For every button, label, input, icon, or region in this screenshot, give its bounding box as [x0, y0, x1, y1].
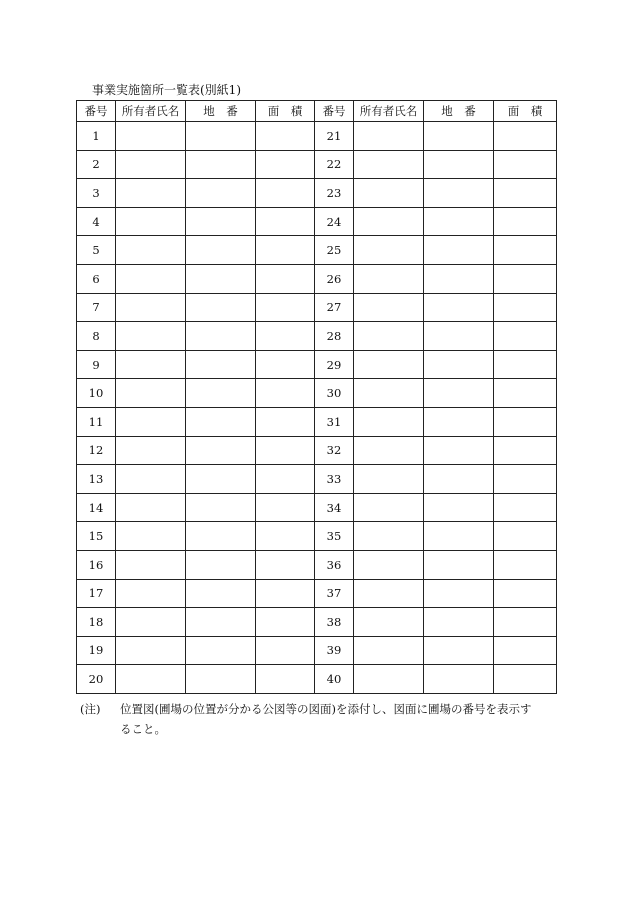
- table-row: [77, 293, 557, 322]
- row-number-cell: 24: [315, 207, 354, 236]
- area-cell: [494, 379, 557, 408]
- area-cell: [494, 350, 557, 379]
- lot-number-cell: [186, 665, 256, 694]
- row-number-cell: 27: [315, 293, 354, 322]
- header-lot-number-right: 地 番: [424, 101, 494, 122]
- header-lot-number-left: 地 番: [186, 101, 256, 122]
- row-number-cell: 17: [77, 579, 116, 608]
- owner-name-cell: [354, 465, 424, 494]
- row-number-cell: 40: [315, 665, 354, 694]
- table-row: [77, 665, 557, 694]
- footnote: [80, 699, 560, 739]
- row-number-cell: 15: [77, 522, 116, 551]
- lot-number-cell: [186, 122, 256, 151]
- area-cell: [256, 293, 315, 322]
- lot-number-cell: [186, 150, 256, 179]
- lot-number-cell: [424, 636, 494, 665]
- table-body: [77, 122, 557, 694]
- area-cell: [494, 493, 557, 522]
- area-cell: [256, 665, 315, 694]
- owner-name-cell: [116, 522, 186, 551]
- table-row: [77, 350, 557, 379]
- row-number-cell: 39: [315, 636, 354, 665]
- lot-number-cell: [186, 522, 256, 551]
- owner-name-cell: [354, 436, 424, 465]
- owner-name-cell: [116, 179, 186, 208]
- header-area-left: 面 積: [256, 101, 315, 122]
- row-number-cell: 5: [77, 236, 116, 265]
- area-cell: [494, 207, 557, 236]
- row-number-cell: 33: [315, 465, 354, 494]
- lot-number-cell: [424, 579, 494, 608]
- row-number-cell: 11: [77, 407, 116, 436]
- owner-name-cell: [354, 665, 424, 694]
- area-cell: [494, 236, 557, 265]
- area-cell: [256, 379, 315, 408]
- lot-number-cell: [424, 150, 494, 179]
- area-cell: [494, 636, 557, 665]
- header-owner-name-right: 所有者氏名: [354, 101, 424, 122]
- area-cell: [494, 436, 557, 465]
- row-number-cell: 13: [77, 465, 116, 494]
- row-number-cell: 18: [77, 608, 116, 637]
- table-header-row: [77, 101, 557, 122]
- row-number-cell: 1: [77, 122, 116, 151]
- lot-number-cell: [186, 636, 256, 665]
- area-cell: [256, 350, 315, 379]
- table-row: [77, 236, 557, 265]
- lot-number-cell: [424, 550, 494, 579]
- area-cell: [256, 579, 315, 608]
- owner-name-cell: [354, 122, 424, 151]
- area-cell: [256, 122, 315, 151]
- owner-name-cell: [354, 493, 424, 522]
- owner-name-cell: [116, 493, 186, 522]
- owner-name-cell: [116, 636, 186, 665]
- lot-number-cell: [424, 350, 494, 379]
- lot-number-cell: [424, 207, 494, 236]
- table-row: [77, 122, 557, 151]
- row-number-cell: 35: [315, 522, 354, 551]
- owner-name-cell: [116, 608, 186, 637]
- lot-number-cell: [186, 236, 256, 265]
- owner-name-cell: [116, 350, 186, 379]
- row-number-cell: 7: [77, 293, 116, 322]
- area-cell: [256, 522, 315, 551]
- area-cell: [256, 407, 315, 436]
- row-number-cell: 19: [77, 636, 116, 665]
- row-number-cell: 38: [315, 608, 354, 637]
- table-row: [77, 550, 557, 579]
- area-cell: [256, 636, 315, 665]
- table-row: [77, 579, 557, 608]
- lot-number-cell: [424, 293, 494, 322]
- lot-number-cell: [186, 179, 256, 208]
- owner-name-cell: [116, 665, 186, 694]
- row-number-cell: 32: [315, 436, 354, 465]
- owner-name-cell: [354, 636, 424, 665]
- owner-name-cell: [116, 579, 186, 608]
- owner-name-cell: [354, 522, 424, 551]
- row-number-cell: 37: [315, 579, 354, 608]
- footnote-line-1: 位置図(圃場の位置が分かる公図等の図面)を添付し、図面に圃場の番号を表示す: [120, 702, 532, 716]
- table-row: [77, 264, 557, 293]
- row-number-cell: 14: [77, 493, 116, 522]
- owner-name-cell: [354, 264, 424, 293]
- owner-name-cell: [354, 150, 424, 179]
- area-cell: [494, 579, 557, 608]
- owner-name-cell: [354, 179, 424, 208]
- area-cell: [256, 150, 315, 179]
- lot-number-cell: [424, 608, 494, 637]
- area-cell: [494, 407, 557, 436]
- row-number-cell: 22: [315, 150, 354, 179]
- lot-number-cell: [186, 207, 256, 236]
- row-number-cell: 10: [77, 379, 116, 408]
- area-cell: [256, 493, 315, 522]
- table-row: [77, 636, 557, 665]
- row-number-cell: 9: [77, 350, 116, 379]
- owner-name-cell: [354, 407, 424, 436]
- implementation-sites-table: [76, 100, 557, 694]
- owner-name-cell: [116, 322, 186, 351]
- row-number-cell: 23: [315, 179, 354, 208]
- owner-name-cell: [116, 379, 186, 408]
- row-number-cell: 29: [315, 350, 354, 379]
- header-number-right: 番号: [315, 101, 354, 122]
- owner-name-cell: [116, 122, 186, 151]
- owner-name-cell: [354, 207, 424, 236]
- lot-number-cell: [186, 550, 256, 579]
- owner-name-cell: [354, 379, 424, 408]
- table-row: [77, 322, 557, 351]
- area-cell: [256, 550, 315, 579]
- owner-name-cell: [116, 293, 186, 322]
- page-title: 事業実施箇所一覧表(別紙1): [92, 83, 241, 97]
- table-row: [77, 522, 557, 551]
- lot-number-cell: [424, 665, 494, 694]
- row-number-cell: 26: [315, 264, 354, 293]
- lot-number-cell: [186, 608, 256, 637]
- lot-number-cell: [186, 579, 256, 608]
- owner-name-cell: [116, 207, 186, 236]
- table-row: [77, 465, 557, 494]
- area-cell: [494, 608, 557, 637]
- owner-name-cell: [354, 608, 424, 637]
- owner-name-cell: [116, 264, 186, 293]
- row-number-cell: 21: [315, 122, 354, 151]
- owner-name-cell: [354, 322, 424, 351]
- area-cell: [494, 665, 557, 694]
- area-cell: [256, 465, 315, 494]
- footnote-mark: (注): [80, 702, 101, 716]
- area-cell: [256, 236, 315, 265]
- owner-name-cell: [354, 550, 424, 579]
- table-row: [77, 379, 557, 408]
- row-number-cell: 28: [315, 322, 354, 351]
- owner-name-cell: [354, 579, 424, 608]
- owner-name-cell: [354, 293, 424, 322]
- lot-number-cell: [186, 407, 256, 436]
- row-number-cell: 4: [77, 207, 116, 236]
- lot-number-cell: [424, 264, 494, 293]
- table-row: [77, 608, 557, 637]
- area-cell: [494, 264, 557, 293]
- area-cell: [494, 150, 557, 179]
- lot-number-cell: [424, 407, 494, 436]
- table-row: [77, 436, 557, 465]
- row-number-cell: 20: [77, 665, 116, 694]
- lot-number-cell: [424, 522, 494, 551]
- table-row: [77, 179, 557, 208]
- lot-number-cell: [186, 350, 256, 379]
- owner-name-cell: [116, 236, 186, 265]
- lot-number-cell: [424, 465, 494, 494]
- row-number-cell: 12: [77, 436, 116, 465]
- header-number-left: 番号: [77, 101, 116, 122]
- lot-number-cell: [186, 322, 256, 351]
- owner-name-cell: [354, 236, 424, 265]
- area-cell: [256, 436, 315, 465]
- owner-name-cell: [116, 550, 186, 579]
- area-cell: [256, 179, 315, 208]
- header-area-right: 面 積: [494, 101, 557, 122]
- row-number-cell: 8: [77, 322, 116, 351]
- area-cell: [494, 522, 557, 551]
- row-number-cell: 2: [77, 150, 116, 179]
- area-cell: [256, 264, 315, 293]
- area-cell: [256, 608, 315, 637]
- table-row: [77, 493, 557, 522]
- row-number-cell: 3: [77, 179, 116, 208]
- row-number-cell: 16: [77, 550, 116, 579]
- area-cell: [494, 179, 557, 208]
- lot-number-cell: [186, 264, 256, 293]
- row-number-cell: 31: [315, 407, 354, 436]
- row-number-cell: 30: [315, 379, 354, 408]
- lot-number-cell: [424, 122, 494, 151]
- area-cell: [494, 465, 557, 494]
- row-number-cell: 25: [315, 236, 354, 265]
- footnote-line-2: ること。: [120, 722, 166, 736]
- table-row: [77, 150, 557, 179]
- lot-number-cell: [186, 436, 256, 465]
- row-number-cell: 6: [77, 264, 116, 293]
- owner-name-cell: [116, 150, 186, 179]
- lot-number-cell: [424, 436, 494, 465]
- lot-number-cell: [186, 465, 256, 494]
- area-cell: [494, 322, 557, 351]
- row-number-cell: 36: [315, 550, 354, 579]
- area-cell: [256, 207, 315, 236]
- lot-number-cell: [424, 236, 494, 265]
- owner-name-cell: [354, 350, 424, 379]
- lot-number-cell: [424, 493, 494, 522]
- area-cell: [494, 293, 557, 322]
- area-cell: [494, 550, 557, 579]
- owner-name-cell: [116, 465, 186, 494]
- row-number-cell: 34: [315, 493, 354, 522]
- lot-number-cell: [424, 322, 494, 351]
- area-cell: [256, 322, 315, 351]
- lot-number-cell: [186, 293, 256, 322]
- area-cell: [494, 122, 557, 151]
- lot-number-cell: [186, 493, 256, 522]
- lot-number-cell: [186, 379, 256, 408]
- table-row: [77, 407, 557, 436]
- owner-name-cell: [116, 436, 186, 465]
- lot-number-cell: [424, 379, 494, 408]
- header-owner-name-left: 所有者氏名: [116, 101, 186, 122]
- lot-number-cell: [424, 179, 494, 208]
- owner-name-cell: [116, 407, 186, 436]
- table-row: [77, 207, 557, 236]
